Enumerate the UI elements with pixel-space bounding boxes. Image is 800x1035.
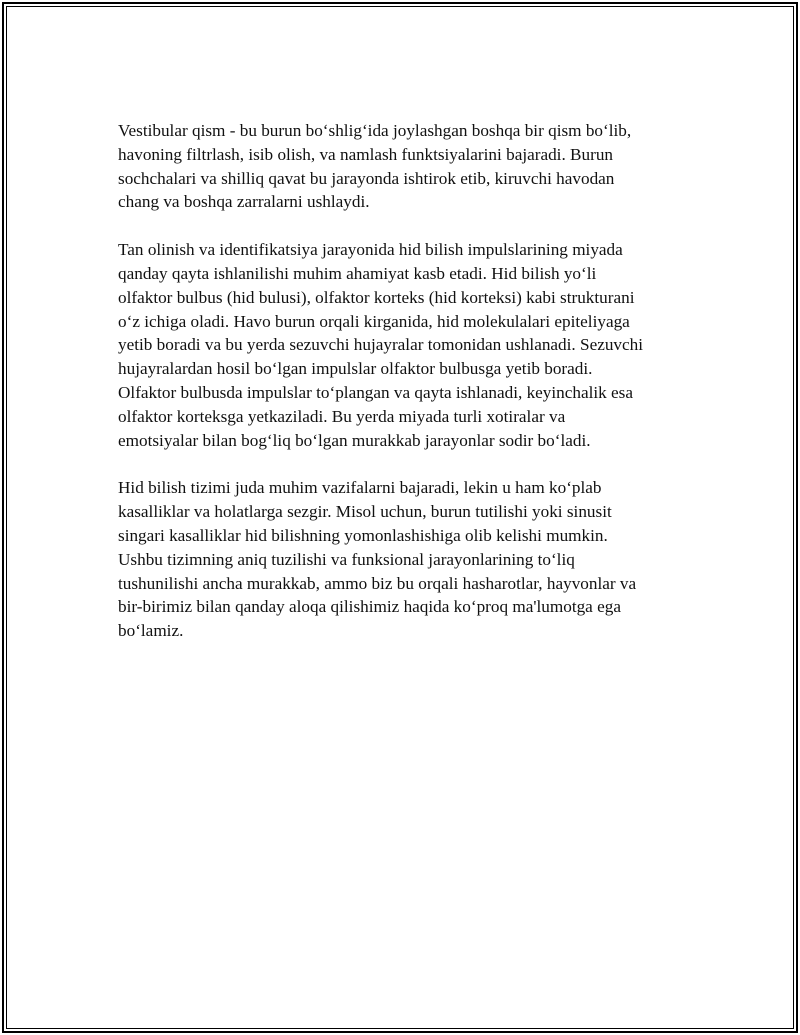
text-line: yetib boradi va bu yerda sezuvchi hujayralar tomonidan ushlanadi. Sezuvchi	[118, 335, 644, 355]
text-line: bo‘lamiz.	[118, 621, 184, 641]
text-line: o‘z ichiga oladi. Havo burun orqali kirganida, hid molekulalari epiteliyaga	[118, 311, 630, 331]
text-line: Vestibular qism - bu burun bo‘shlig‘ida joylashgan boshqa bir qism bo‘lib,	[118, 121, 632, 140]
text-line: emotsiyalar bilan bog‘liq bo‘lgan murakkab jarayonlar sodir bo‘ladi.	[118, 430, 591, 450]
text-line: havoning filtrlash, isib olish, va namlash funktsiyalarini bajaradi. Burun	[118, 144, 614, 164]
text-line: hujayralardan hosil bo‘lgan impulslar olfaktor bulbusga yetib boradi.	[118, 359, 593, 379]
text-line: qanday qayta ishlanilishi muhim ahamiyat kasb etadi. Hid bilish yo‘li	[118, 263, 597, 283]
text-line: tushunilishi ancha murakkab, ammo biz bu orqali hasharotlar, hayvonlar va	[118, 573, 637, 593]
text-line: bir-birimiz bilan qanday aloqa qilishimiz haqida ko‘proq ma'lumotga ega	[118, 597, 621, 617]
text-line: chang va boshqa zarralarni ushlaydi.	[118, 192, 370, 212]
paragraph-vestibular	[118, 119, 678, 214]
text-line: kasalliklar va holatlarga sezgir. Misol uchun, burun tutilishi yoki sinusit	[118, 502, 612, 522]
text-line: olfaktor bulbus (hid bulusi), olfaktor korteks (hid korteksi) kabi strukturani	[118, 287, 635, 307]
document-body	[118, 119, 678, 667]
paragraph-olfactory-system	[118, 476, 678, 643]
text-line: Tan olinish va identifikatsiya jarayonida hid bilish impulslarining miyada	[118, 240, 623, 260]
text-line: olfaktor korteksga yetkaziladi. Bu yerda miyada turli xotiralar va	[118, 406, 566, 426]
text-line: Ushbu tizimning aniq tuzilishi va funksional jarayonlarining to‘liq	[118, 549, 575, 569]
text-line: Olfaktor bulbusda impulslar to‘plangan va qayta ishlanadi, keyinchalik esa	[118, 382, 634, 402]
text-line: singari kasalliklar hid bilishning yomonlashishiga olib kelishi mumkin.	[118, 525, 608, 545]
text-line: sochchalari va shilliq qavat bu jarayonda ishtirok etib, kiruvchi havodan	[118, 168, 615, 188]
text-line: Hid bilish tizimi juda muhim vazifalarni bajaradi, lekin u ham ko‘plab	[118, 478, 602, 498]
paragraph-identification	[118, 238, 678, 452]
